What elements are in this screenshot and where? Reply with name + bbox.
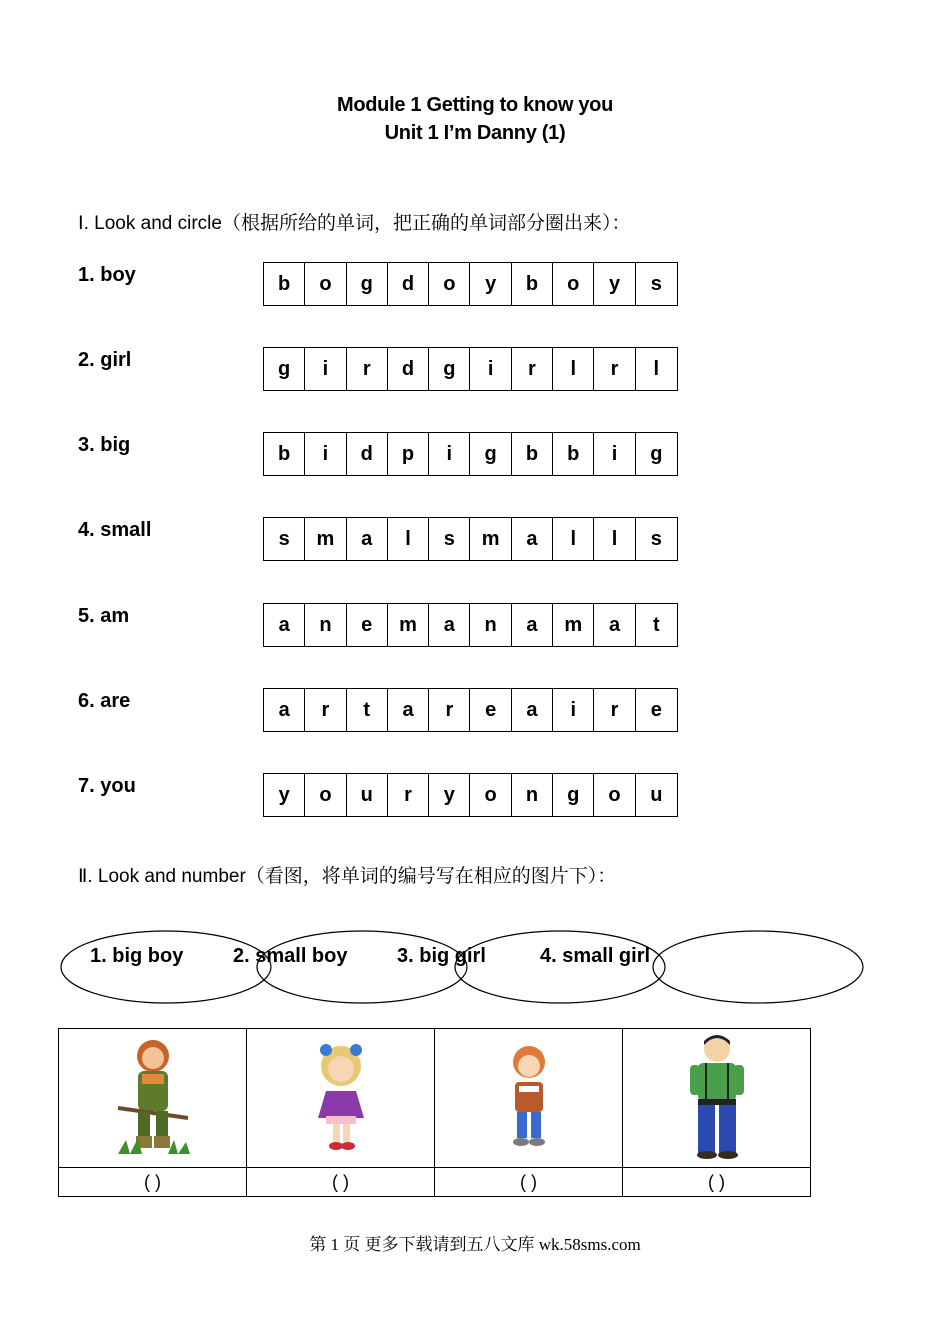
letter-cell[interactable]: a — [594, 604, 635, 646]
letter-cell[interactable]: a — [429, 604, 470, 646]
letter-cell[interactable]: o — [594, 774, 635, 816]
big-boy-picture — [682, 1031, 752, 1161]
letter-cell[interactable]: n — [470, 604, 511, 646]
letter-cell[interactable]: g — [429, 348, 470, 390]
letter-cell[interactable]: b — [264, 433, 305, 475]
letter-cell[interactable]: y — [594, 263, 635, 305]
letter-cell[interactable]: o — [429, 263, 470, 305]
letter-cell[interactable]: o — [305, 774, 346, 816]
letter-cell[interactable]: r — [305, 689, 346, 731]
letter-cell[interactable]: a — [347, 518, 388, 560]
word-label: 5. am — [78, 605, 130, 627]
letter-cell[interactable]: y — [264, 774, 305, 816]
page-subtitle: Unit 1 I’m Danny (1) — [384, 122, 566, 144]
letter-cell[interactable]: d — [388, 263, 429, 305]
letter-cell[interactable]: n — [512, 774, 553, 816]
section1-heading: Ⅰ. Look and circle（根据所给的单词，把正确的单词部分圈出来）： — [78, 213, 631, 234]
big-girl-picture — [108, 1036, 198, 1156]
letter-cell[interactable]: g — [347, 263, 388, 305]
answer-blank-2[interactable]: ( ) — [247, 1168, 435, 1197]
letter-cell[interactable]: m — [470, 518, 511, 560]
letter-cell[interactable]: i — [553, 689, 594, 731]
letter-cell[interactable]: m — [553, 604, 594, 646]
letter-grid — [263, 262, 678, 306]
answer-blank-3[interactable]: ( ) — [435, 1168, 623, 1197]
letter-grid — [263, 347, 678, 391]
letter-cell[interactable]: b — [512, 433, 553, 475]
letter-cell[interactable]: u — [650, 783, 663, 806]
word-label: 1. boy — [78, 264, 136, 286]
letter-cell[interactable]: a — [388, 689, 429, 731]
letter-cell[interactable]: i — [470, 348, 511, 390]
letter-cell[interactable]: l — [653, 357, 660, 380]
letter-cell[interactable]: l — [553, 348, 594, 390]
word-label: 4. small — [78, 519, 152, 541]
letter-cell[interactable]: e — [470, 689, 511, 731]
answer-blank-4[interactable]: ( ) — [623, 1168, 811, 1197]
letter-cell[interactable]: a — [512, 689, 553, 731]
letter-cell[interactable]: g — [650, 442, 663, 465]
letter-cell[interactable]: e — [650, 698, 662, 721]
letter-cell[interactable]: b — [264, 263, 305, 305]
letter-cell[interactable]: d — [388, 348, 429, 390]
letter-cell[interactable]: m — [388, 604, 429, 646]
letter-grid — [263, 603, 678, 647]
option-small-girl: 4. small girl — [540, 945, 651, 967]
letter-cell[interactable]: s — [650, 272, 662, 295]
letter-cell[interactable]: r — [594, 348, 635, 390]
letter-cell[interactable]: l — [594, 518, 635, 560]
picture-table — [58, 1028, 811, 1197]
letter-cell[interactable]: u — [347, 774, 388, 816]
letter-cell[interactable]: r — [429, 689, 470, 731]
letter-cell[interactable]: o — [470, 774, 511, 816]
letter-cell[interactable]: i — [594, 433, 635, 475]
word-label: 7. you — [78, 775, 136, 797]
letter-cell[interactable]: r — [594, 689, 635, 731]
word-label: 2. girl — [78, 349, 132, 371]
word-label: 3. big — [78, 434, 131, 456]
letter-cell[interactable]: m — [305, 518, 346, 560]
letter-cell[interactable]: g — [470, 433, 511, 475]
option-small-boy: 2. small boy — [233, 945, 348, 967]
small-girl-picture — [306, 1036, 376, 1156]
letter-cell[interactable]: l — [553, 518, 594, 560]
letter-cell[interactable]: s — [264, 518, 305, 560]
letter-cell[interactable]: i — [429, 433, 470, 475]
page-footer: 第 1 页 更多下载请到五八文库 wk.58sms.com — [309, 1235, 641, 1254]
letter-cell[interactable]: l — [388, 518, 429, 560]
letter-cell[interactable]: a — [264, 604, 305, 646]
letter-cell[interactable]: i — [305, 348, 346, 390]
letter-cell[interactable]: d — [347, 433, 388, 475]
page-title: Module 1 Getting to know you — [336, 94, 614, 116]
letter-cell[interactable]: b — [512, 263, 553, 305]
picture-cell-4 — [623, 1029, 811, 1168]
letter-cell[interactable]: i — [305, 433, 346, 475]
letter-cell[interactable]: o — [553, 263, 594, 305]
letter-grid — [263, 432, 678, 476]
picture-cell-1 — [59, 1029, 247, 1168]
letter-cell[interactable]: y — [470, 263, 511, 305]
letter-grid — [263, 517, 678, 561]
letter-cell[interactable]: s — [650, 527, 662, 550]
letter-cell[interactable]: r — [388, 774, 429, 816]
picture-cell-2 — [247, 1029, 435, 1168]
letter-cell[interactable]: a — [512, 604, 553, 646]
letter-cell[interactable]: e — [347, 604, 388, 646]
option-big-boy: 1. big boy — [90, 945, 184, 967]
picture-cell-3 — [435, 1029, 623, 1168]
letter-cell[interactable]: o — [305, 263, 346, 305]
letter-grid — [263, 688, 678, 732]
letter-cell[interactable]: n — [305, 604, 346, 646]
letter-cell[interactable]: t — [652, 613, 660, 636]
letter-cell[interactable]: g — [264, 348, 305, 390]
letter-cell[interactable]: g — [553, 774, 594, 816]
letter-cell[interactable]: a — [512, 518, 553, 560]
word-label: 6. are — [78, 690, 131, 712]
letter-cell[interactable]: a — [264, 689, 305, 731]
letter-cell[interactable]: r — [347, 348, 388, 390]
option-oval-4 — [653, 931, 863, 1003]
letter-cell[interactable]: s — [429, 518, 470, 560]
letter-cell[interactable]: p — [388, 433, 429, 475]
letter-cell[interactable]: b — [553, 433, 594, 475]
small-boy-picture — [499, 1036, 559, 1156]
option-big-girl: 3. big girl — [397, 945, 486, 967]
letter-cell[interactable]: y — [429, 774, 470, 816]
section2-heading: Ⅱ. Look and number（看图，将单词的编号写在相应的图片下）： — [78, 866, 617, 887]
letter-cell[interactable]: t — [347, 689, 388, 731]
answer-blank-1[interactable]: ( ) — [59, 1168, 247, 1197]
letter-grid — [263, 773, 678, 817]
letter-cell[interactable]: r — [512, 348, 553, 390]
